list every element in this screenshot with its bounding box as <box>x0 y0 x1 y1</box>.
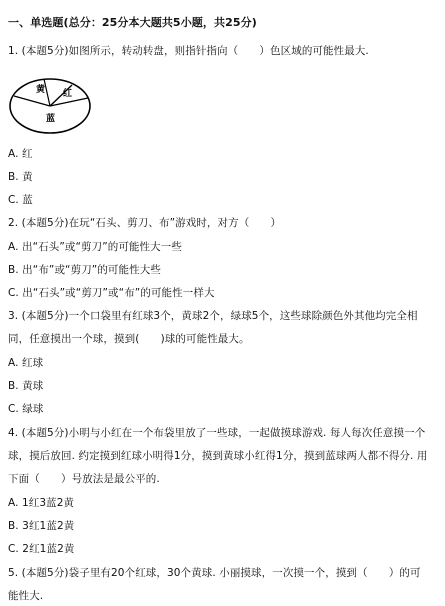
question-3-option-c: C. 绿球 <box>8 403 44 415</box>
question-2-option-c: C. 出“石头”或“剪刀”或“布”的可能性一样大 <box>8 287 215 299</box>
question-2-stem: 2. (本题5分)在玩“石头、剪刀、布”游戏时，对方（ ） <box>8 217 282 229</box>
spinner-label-blue: 蓝 <box>46 114 56 124</box>
question-1-option-b: B. 黄 <box>8 171 33 183</box>
question-3-option-a: A. 红球 <box>8 357 44 369</box>
question-4-option-a: A. 1红3蓝2黄 <box>8 497 75 509</box>
question-5-stem-line-2: 能性大. <box>8 590 44 602</box>
question-2-option-a: A. 出“石头”或“剪刀”的可能性大一些 <box>8 241 182 253</box>
spinner-label-yellow: 黄 <box>36 85 46 95</box>
question-4-stem-line-1: 4. (本题5分)小明与小红在一个布袋里放了一些球，一起做摸球游戏. 每人每次任意摸一个 <box>8 427 426 439</box>
section-heading: 一、单选题(总分：25分本大题共5小题，共25分) <box>8 16 257 29</box>
question-5-stem-line-1: 5. (本题5分)袋子里有20个红球，30个黄球. 小丽摸球，一次摸一个，摸到（ ）的可 <box>8 567 421 579</box>
question-1-stem: 1. (本题5分)如图所示，转动转盘，则指针指向（ ）色区域的可能性最大. <box>8 45 369 57</box>
spinner-figure <box>8 76 92 136</box>
question-2-option-b: B. 出“布”或“剪刀”的可能性大些 <box>8 264 161 276</box>
spinner-label-red: 红 <box>63 89 73 99</box>
question-1-option-a: A. 红 <box>8 148 33 160</box>
question-4-option-b: B. 3红1蓝2黄 <box>8 520 75 532</box>
question-4-option-c: C. 2红1蓝2黄 <box>8 543 75 555</box>
question-3-stem-line-1: 3. (本题5分)一个口袋里有红球3个，黄球2个，绿球5个，这些球除颜色外其他均完全相 <box>8 310 418 322</box>
question-3-stem-line-2: 同，任意摸出一个球，摸到( )球的可能性最大。 <box>8 333 250 345</box>
question-3-option-b: B. 黄球 <box>8 380 44 392</box>
question-1-option-c: C. 蓝 <box>8 194 33 206</box>
question-4-stem-line-2: 球，摸后放回. 约定摸到红球小明得1分，摸到黄球小红得1分，摸到蓝球两人都不得分. 用 <box>8 450 428 462</box>
question-4-stem-line-3: 下面（ ）号放法是最公平的. <box>8 473 160 485</box>
